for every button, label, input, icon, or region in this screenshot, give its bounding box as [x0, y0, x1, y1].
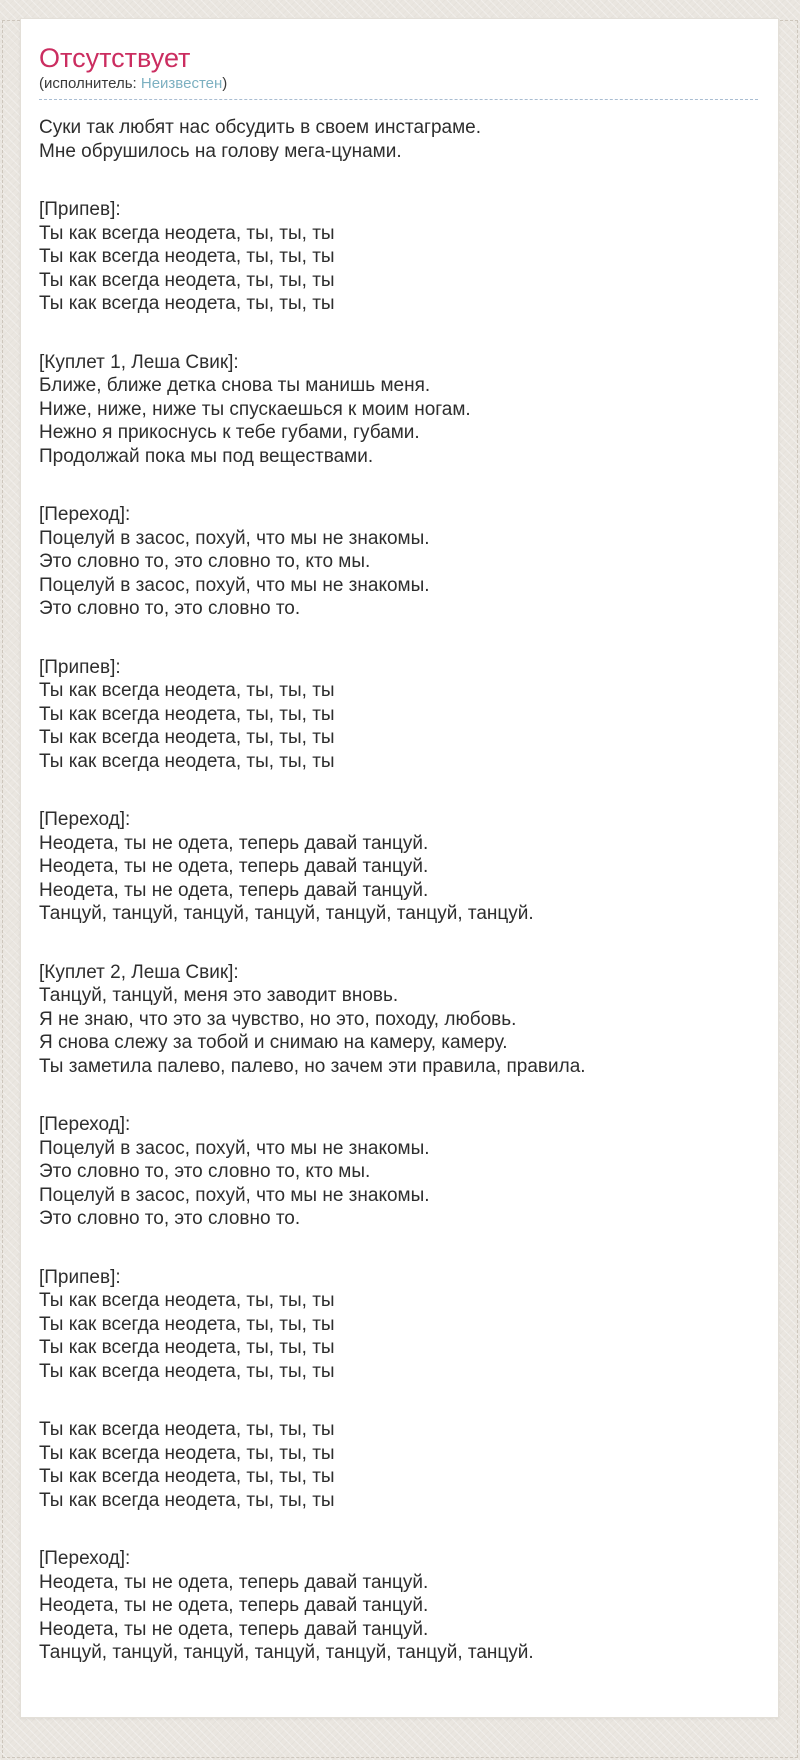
lyric-line: [Припев]:: [39, 656, 121, 678]
lyric-line: Ты как всегда неодета, ты, ты, ты: [39, 269, 335, 291]
lyrics: [39, 116, 758, 1665]
lyric-line: Ты как всегда неодета, ты, ты, ты: [39, 1489, 335, 1511]
lyric-block: [39, 1266, 758, 1384]
lyric-line: Ниже, ниже, ниже ты спускаешься к моим ногам.: [39, 398, 471, 420]
lyric-block: [39, 198, 758, 316]
lyric-line: Продолжай пока мы под веществами.: [39, 445, 374, 467]
lyric-line: Неодета, ты не одета, теперь давай танцуй.: [39, 832, 429, 854]
lyric-block: [39, 961, 758, 1079]
lyric-line: Танцуй, танцуй, танцуй, танцуй, танцуй, танцуй, танцуй.: [39, 903, 534, 924]
lyric-line: Ближе, ближе детка снова ты манишь меня.: [39, 375, 431, 396]
lyric-line: Ты как всегда неодета, ты, ты, ты: [39, 1466, 335, 1487]
lyric-block: [39, 1113, 758, 1231]
lyric-block: [39, 1418, 758, 1512]
lyric-line: Ты как всегда неодета, ты, ты, ты: [39, 1313, 335, 1335]
artist-suffix: ): [222, 75, 228, 92]
lyric-block: [39, 656, 758, 774]
lyric-block: [39, 116, 758, 163]
lyric-line: Это словно то, это словно то, кто мы.: [39, 1161, 371, 1182]
lyric-line: Суки так любят нас обсудить в своем инстаграме.: [39, 117, 482, 138]
lyric-line: Ты как всегда неодета, ты, ты, ты: [39, 1419, 335, 1440]
lyric-line: [Переход]:: [39, 809, 131, 830]
lyric-line: Ты как всегда неодета, ты, ты, ты: [39, 293, 335, 314]
lyric-line: [Переход]:: [39, 1548, 131, 1569]
lyric-line: Неодета, ты не одета, теперь давай танцуй.: [39, 1595, 429, 1616]
lyric-line: Ты как всегда неодета, ты, ты, ты: [39, 222, 335, 244]
lyric-line: [Переход]:: [39, 1114, 131, 1135]
lyric-line: Танцуй, танцуй, танцуй, танцуй, танцуй, танцуй, танцуй.: [39, 1642, 534, 1663]
lyric-line: Неодета, ты не одета, теперь давай танцуй.: [39, 1618, 429, 1640]
lyric-line: [Куплет 1, Леша Свик]:: [39, 351, 239, 373]
lyric-block: [39, 1547, 758, 1665]
artist-line: [39, 75, 758, 100]
lyric-line: Поцелуй в засос, похуй, что мы не знакомы.: [39, 1184, 430, 1206]
lyric-line: Поцелуй в засос, похуй, что мы не знакомы.: [39, 1137, 430, 1159]
lyric-line: Нежно я прикоснусь к тебе губами, губами.: [39, 422, 420, 443]
artist-prefix: (исполнитель:: [39, 75, 141, 92]
lyric-line: [Припев]:: [39, 1266, 121, 1288]
lyric-block: [39, 503, 758, 621]
lyrics-card: [20, 18, 779, 1718]
lyric-line: Ты как всегда неодета, ты, ты, ты: [39, 1337, 335, 1358]
lyric-line: Ты как всегда неодета, ты, ты, ты: [39, 680, 335, 701]
lyric-line: Я не знаю, что это за чувство, но это, походу, любовь.: [39, 1008, 517, 1030]
lyric-line: Ты заметила палево, палево, но зачем эти правила, правила.: [39, 1055, 586, 1077]
lyric-line: [Куплет 2, Леша Свик]:: [39, 961, 239, 983]
lyric-line: Ты как всегда неодета, ты, ты, ты: [39, 1442, 335, 1464]
lyric-line: Неодета, ты не одета, теперь давай танцуй.: [39, 856, 429, 877]
lyric-line: Танцуй, танцуй, меня это заводит вновь.: [39, 985, 399, 1006]
lyric-block: [39, 351, 758, 469]
lyric-line: Это словно то, это словно то, кто мы.: [39, 551, 371, 572]
lyric-line: Ты как всегда неодета, ты, ты, ты: [39, 1290, 335, 1311]
lyric-line: Ты как всегда неодета, ты, ты, ты: [39, 750, 335, 772]
lyric-line: Неодета, ты не одета, теперь давай танцуй.: [39, 879, 429, 901]
lyric-line: Я снова слежу за тобой и снимаю на камеру, камеру.: [39, 1032, 508, 1053]
lyric-line: [Переход]:: [39, 504, 131, 525]
lyric-line: Это словно то, это словно то.: [39, 1208, 301, 1229]
lyric-line: Ты как всегда неодета, ты, ты, ты: [39, 727, 335, 748]
artist-link[interactable]: Неизвестен: [140, 75, 223, 92]
lyric-line: Поцелуй в засос, похуй, что мы не знакомы.: [39, 527, 430, 549]
lyric-line: Мне обрушилось на голову мега-цунами.: [39, 140, 402, 162]
lyric-line: Ты как всегда неодета, ты, ты, ты: [39, 1360, 335, 1382]
lyric-line: [Припев]:: [39, 199, 121, 220]
lyric-line: Это словно то, это словно то.: [39, 598, 301, 619]
song-title: Отсутствует: [39, 43, 191, 73]
lyric-line: Ты как всегда неодета, ты, ты, ты: [39, 246, 335, 267]
lyric-line: Ты как всегда неодета, ты, ты, ты: [39, 703, 335, 725]
lyric-line: Неодета, ты не одета, теперь давай танцуй.: [39, 1571, 429, 1593]
lyric-line: Поцелуй в засос, похуй, что мы не знакомы.: [39, 574, 430, 596]
lyric-block: [39, 808, 758, 926]
